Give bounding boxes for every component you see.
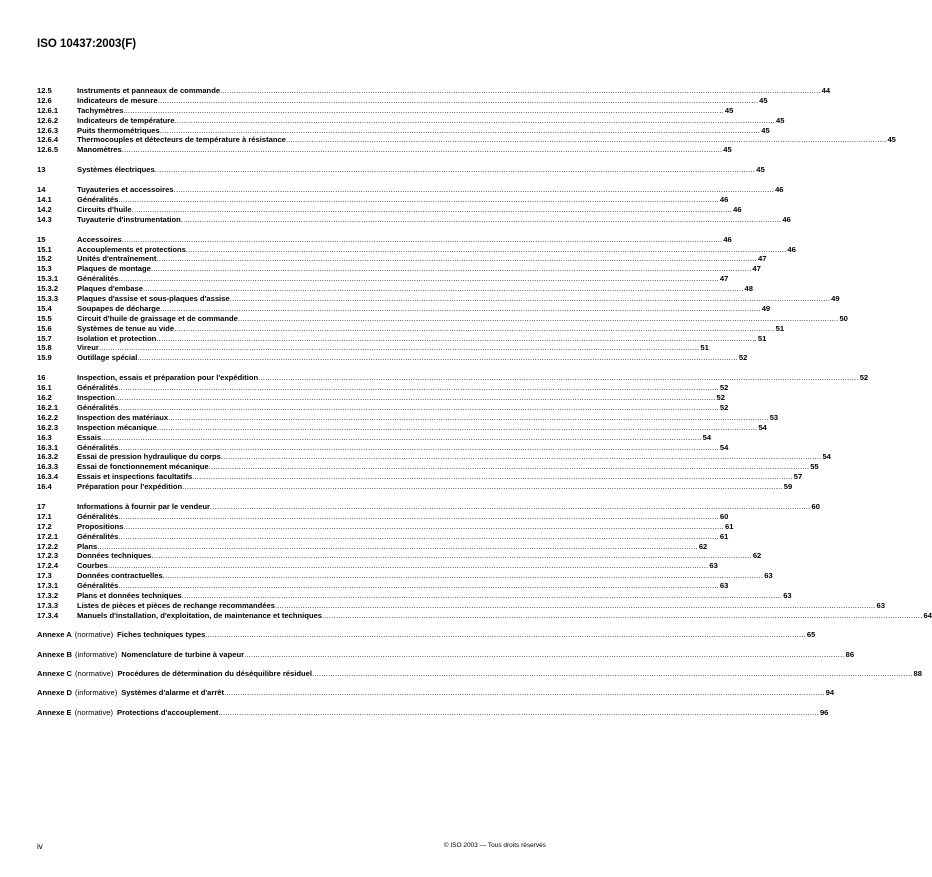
toc-entry-page: 55	[810, 462, 819, 472]
toc-entry[interactable]	[37, 313, 848, 324]
toc-entry[interactable]	[37, 402, 729, 413]
toc-entry-page: 63	[876, 600, 885, 610]
toc-entry[interactable]	[37, 383, 729, 393]
toc-entry-title: Unités d'entraînement	[77, 254, 157, 264]
toc-entry-number: 12.6.1	[37, 105, 59, 115]
toc-entry-title: Généralités	[77, 402, 119, 412]
toc-entry-page: 46	[782, 214, 791, 224]
toc-entry-page: 61	[719, 531, 729, 541]
dot-leader: ....................................................................................................................................................................................................................................................................	[137, 353, 738, 363]
dot-leader: ....................................................................................................................................................................................................................................................................	[131, 204, 733, 214]
toc-entry-number: 17.2.3	[37, 551, 59, 561]
toc-entry-number: 17.3	[37, 571, 52, 581]
toc-entry[interactable]	[37, 590, 792, 601]
toc-entry-page: 45	[776, 115, 785, 125]
dot-leader: ....................................................................................................................................................................................................................................................................	[118, 531, 719, 541]
toc-entry-number: 16.3.4	[37, 472, 59, 482]
annex-label: Annexe B	[37, 649, 73, 659]
dot-leader: ....................................................................................................................................................................................................................................................................	[209, 501, 811, 511]
annex-kind: (informative)	[75, 649, 118, 659]
toc-entry-title: Indicateurs de température	[77, 115, 175, 125]
toc-entry-number: 15.3	[37, 264, 52, 274]
toc-entry-page: 60	[811, 501, 820, 511]
toc-entry[interactable]	[37, 145, 732, 155]
toc-entry-title: Essai de pression hydraulique du corps	[77, 452, 221, 462]
toc-entry-page: 52	[859, 373, 869, 383]
toc-entry[interactable]	[37, 561, 718, 571]
dot-leader: ....................................................................................................................................................................................................................................................................	[285, 135, 887, 145]
dot-leader: ....................................................................................................................................................................................................................................................................	[220, 86, 821, 95]
toc-entry-page: 46	[723, 234, 732, 244]
annex-label: Annexe D	[37, 688, 73, 698]
toc-entry-page: 57	[793, 472, 803, 482]
toc-entry-number: 16.3.3	[37, 462, 59, 472]
dot-leader: ....................................................................................................................................................................................................................................................................	[244, 649, 845, 659]
annex-kind: (informative)	[75, 688, 118, 698]
section-spacer	[37, 363, 546, 373]
annex-label: Annexe E	[37, 707, 72, 717]
toc-entry-page: 54	[822, 452, 831, 462]
toc-entry-title: Plaques d'assise et sous-plaques d'assise	[77, 294, 230, 304]
toc-entry[interactable]	[37, 105, 734, 116]
dot-leader: ....................................................................................................................................................................................................................................................................	[107, 561, 709, 571]
toc-entry-page: 60	[719, 511, 729, 521]
toc-entry-number: 16.2.3	[37, 422, 59, 432]
annex-title: Fiches techniques types	[117, 630, 206, 640]
toc-entry-number: 15.3.1	[37, 274, 59, 284]
annex-title: Procédures de détermination du déséquilibre résiduel	[117, 668, 312, 678]
toc-entry-title: Plans	[77, 541, 98, 551]
toc-entry-title: Propositions	[77, 521, 124, 531]
toc-entry-number: 14.2	[37, 204, 52, 214]
toc-entry[interactable]	[37, 422, 767, 433]
toc-annex-entry[interactable]	[37, 668, 922, 679]
toc-entry-title: Généralités	[77, 383, 119, 393]
toc-entry-title: Inspection, essais et préparation pour l'expédition	[77, 373, 259, 383]
toc-entry[interactable]	[37, 600, 885, 611]
toc-entry-title: Données contractuelles	[77, 571, 163, 581]
toc-entry[interactable]	[37, 264, 761, 274]
toc-entry-title: Préparation pour l'expédition	[77, 482, 183, 492]
toc-entry-title: Généralités	[77, 581, 119, 591]
toc-entry[interactable]	[37, 234, 732, 245]
toc-entry[interactable]	[37, 86, 831, 96]
annex-title: Nomenclature de turbine à vapeur	[121, 649, 245, 659]
toc-entry-number: 17.2.1	[37, 531, 59, 541]
annex-page: 94	[825, 688, 835, 698]
toc-entry-number: 17.2.2	[37, 541, 59, 551]
annex-spacer	[37, 659, 546, 669]
toc-entry-title: Inspection des matériaux	[77, 412, 169, 422]
toc-entry-number: 15.6	[37, 323, 52, 333]
toc-entry-number: 17.2.4	[37, 561, 59, 571]
dot-leader: ....................................................................................................................................................................................................................................................................	[205, 630, 806, 640]
dot-leader: ....................................................................................................................................................................................................................................................................	[180, 214, 782, 224]
toc-entry-title: Tuyauterie d'instrumentation	[77, 214, 181, 224]
toc-annex-entry[interactable]	[37, 649, 855, 660]
toc-entry-page: 50	[839, 313, 848, 323]
dot-leader: ....................................................................................................................................................................................................................................................................	[123, 105, 724, 115]
dot-leader: ....................................................................................................................................................................................................................................................................	[237, 313, 839, 323]
dot-leader: ....................................................................................................................................................................................................................................................................	[181, 590, 783, 600]
toc-entry-page: 52	[719, 402, 729, 412]
toc-entry-title: Accouplements et protections	[77, 244, 186, 254]
dot-leader: ....................................................................................................................................................................................................................................................................	[192, 472, 793, 482]
toc-entry-title: Systèmes électriques	[77, 165, 155, 175]
toc-entry-page: 61	[724, 521, 734, 531]
toc-entry-page: 47	[758, 254, 767, 264]
toc-entry-title: Thermocouples et détecteurs de température à résistance	[77, 135, 286, 145]
toc-entry-number: 16.3.1	[37, 442, 59, 452]
dot-leader: ....................................................................................................................................................................................................................................................................	[154, 165, 756, 175]
toc-entry-number: 16.1	[37, 383, 52, 393]
toc-entry[interactable]	[37, 303, 771, 314]
toc-entry-number: 16.2.1	[37, 402, 59, 412]
toc-entry-title: Puits thermométriques	[77, 125, 160, 135]
toc-entry-number: 12.6.5	[37, 145, 59, 155]
toc-entry-title: Isolation et protection	[77, 333, 157, 343]
toc-entry-title: Circuits d'huile	[77, 204, 132, 214]
toc-entry-page: 54	[702, 432, 712, 442]
toc-entry[interactable]	[37, 195, 729, 205]
toc-entry[interactable]	[37, 412, 779, 423]
dot-leader: ....................................................................................................................................................................................................................................................................	[162, 571, 764, 581]
dot-leader: ....................................................................................................................................................................................................................................................................	[311, 668, 913, 678]
toc-entry-number: 12.6.4	[37, 135, 59, 145]
toc-entry[interactable]	[37, 185, 784, 195]
toc-entry-number: 14.1	[37, 195, 52, 205]
toc-entry-title: Généralités	[77, 274, 119, 284]
toc-entry[interactable]	[37, 125, 770, 136]
dot-leader: ....................................................................................................................................................................................................................................................................	[97, 541, 698, 551]
toc-entry-title: Inspection mécanique	[77, 422, 157, 432]
toc-entry[interactable]	[37, 551, 762, 561]
toc-entry-title: Systèmes de tenue au vide	[77, 323, 175, 333]
dot-leader: ....................................................................................................................................................................................................................................................................	[224, 688, 825, 698]
dot-leader: ....................................................................................................................................................................................................................................................................	[321, 610, 923, 620]
dot-leader: ....................................................................................................................................................................................................................................................................	[185, 244, 787, 254]
annex-title: Systèmes d'alarme et d'arrêt	[121, 688, 225, 698]
dot-leader: ....................................................................................................................................................................................................................................................................	[173, 185, 775, 195]
toc-entry[interactable]	[37, 274, 729, 284]
toc-entry-title: Listes de pièces et pièces de rechange recommandées	[77, 600, 275, 610]
toc-entry[interactable]	[37, 501, 820, 512]
toc-entry-number: 17.3.2	[37, 590, 59, 600]
dot-leader: ....................................................................................................................................................................................................................................................................	[118, 581, 719, 591]
toc-entry-page: 59	[783, 482, 793, 492]
dot-leader: ....................................................................................................................................................................................................................................................................	[114, 393, 716, 403]
dot-leader: ....................................................................................................................................................................................................................................................................	[208, 462, 810, 472]
toc-entry[interactable]	[37, 204, 742, 215]
toc-entry-number: 14.3	[37, 214, 52, 224]
toc-entry[interactable]	[37, 482, 793, 492]
toc-entry-page: 48	[744, 284, 753, 294]
toc-entry-title: Accessoires	[77, 234, 122, 244]
dot-leader: ....................................................................................................................................................................................................................................................................	[174, 115, 776, 125]
toc-entry-page: 54	[758, 422, 767, 432]
toc-entry-number: 12.6.2	[37, 115, 59, 125]
toc-entry-title: Essais et inspections facultatifs	[77, 472, 193, 482]
toc-entry-number: 15.3.3	[37, 294, 59, 304]
toc-entry-number: 17.3.4	[37, 610, 59, 620]
dot-leader: ....................................................................................................................................................................................................................................................................	[157, 95, 759, 105]
dot-leader: ....................................................................................................................................................................................................................................................................	[118, 195, 719, 205]
toc-entry-title: Généralités	[77, 531, 119, 541]
toc-entry-page: 62	[752, 551, 762, 561]
section-spacer	[37, 492, 546, 502]
toc-entry-page: 49	[761, 303, 771, 313]
toc-entry-number: 16.2	[37, 393, 52, 403]
toc-entry-page: 45	[723, 145, 732, 155]
toc-entry[interactable]	[37, 462, 819, 472]
annex-page: 88	[913, 668, 922, 678]
toc-entry-page: 53	[769, 412, 779, 422]
toc-entry-page: 49	[831, 294, 840, 304]
toc-entry-number: 16.3	[37, 432, 52, 442]
toc-entry[interactable]	[37, 452, 831, 462]
dot-leader: ....................................................................................................................................................................................................................................................................	[121, 234, 723, 244]
toc-entry[interactable]	[37, 214, 791, 225]
toc-entry-title: Courbes	[77, 561, 108, 571]
toc-entry-number: 15.2	[37, 254, 52, 264]
dot-leader: ....................................................................................................................................................................................................................................................................	[118, 383, 719, 393]
dot-leader: ....................................................................................................................................................................................................................................................................	[142, 284, 744, 294]
document-header: ISO 10437:2003(F)	[37, 38, 137, 50]
dot-leader: ....................................................................................................................................................................................................................................................................	[218, 707, 819, 717]
dot-leader: ....................................................................................................................................................................................................................................................................	[182, 482, 783, 492]
toc-entry-number: 15.7	[37, 333, 52, 343]
dot-leader: ....................................................................................................................................................................................................................................................................	[258, 373, 859, 383]
toc-entry[interactable]	[37, 333, 767, 344]
toc-entry-title: Généralités	[77, 442, 119, 452]
toc-entry-number: 16.4	[37, 482, 52, 492]
annex-spacer	[37, 640, 546, 650]
toc-entry-title: Essais	[77, 432, 102, 442]
toc-entry-title: Outillage spécial	[77, 353, 138, 363]
dot-leader: ....................................................................................................................................................................................................................................................................	[156, 254, 757, 264]
toc-entry-number: 15	[37, 234, 46, 244]
toc-entry-page: 64	[923, 610, 932, 620]
toc-entry-title: Circuit d'huile de graissage et de commande	[77, 313, 238, 323]
toc-entry-page: 47	[719, 274, 729, 284]
toc-entry-number: 12.6.3	[37, 125, 59, 135]
toc-entry[interactable]	[37, 244, 796, 255]
toc-entry[interactable]	[37, 135, 896, 145]
toc-entry-number: 12.5	[37, 86, 52, 95]
toc-entry-title: Plaques d'embase	[77, 284, 143, 294]
toc-entry-title: Manomètres	[77, 145, 122, 155]
toc-entry[interactable]	[37, 521, 734, 532]
toc-entry-number: 15.3.2	[37, 284, 59, 294]
toc-entry-title: Données techniques	[77, 551, 152, 561]
toc-entry[interactable]	[37, 284, 753, 294]
toc-entry-title: Inspection	[77, 393, 115, 403]
dot-leader: ....................................................................................................................................................................................................................................................................	[160, 303, 761, 313]
toc-entry-title: Essai de fonctionnement mécanique	[77, 462, 209, 472]
table-of-contents	[37, 86, 932, 718]
toc-entry-number: 16.3.2	[37, 452, 59, 462]
toc-entry-page: 45	[761, 125, 770, 135]
toc-entry-title: Tachymètres	[77, 105, 124, 115]
dot-leader: ....................................................................................................................................................................................................................................................................	[220, 452, 822, 462]
annex-kind: (normative)	[74, 630, 114, 640]
toc-entry[interactable]	[37, 373, 869, 383]
dot-leader: ....................................................................................................................................................................................................................................................................	[168, 412, 769, 422]
toc-entry-number: 17.3.1	[37, 581, 59, 591]
annex-label: Annexe C	[37, 668, 73, 678]
toc-entry-title: Instruments et panneaux de commande	[77, 86, 221, 95]
toc-entry[interactable]	[37, 442, 729, 453]
toc-entry[interactable]	[37, 294, 840, 304]
toc-entry-title: Plans et données techniques	[77, 590, 182, 600]
toc-entry-page: 63	[783, 590, 792, 600]
toc-entry-title: Vireur	[77, 343, 99, 353]
annex-page: 86	[845, 649, 855, 659]
toc-entry-title: Indicateurs de mesure	[77, 95, 158, 105]
dot-leader: ....................................................................................................................................................................................................................................................................	[159, 125, 761, 135]
toc-entry-page: 47	[752, 264, 761, 274]
annex-page: 96	[819, 707, 829, 717]
annex-label: Annexe A	[37, 630, 72, 640]
dot-leader: ....................................................................................................................................................................................................................................................................	[123, 521, 724, 531]
toc-entry-title: Généralités	[77, 511, 119, 521]
toc-entry-page: 52	[738, 353, 748, 363]
toc-entry[interactable]	[37, 165, 765, 175]
toc-entry-page: 45	[759, 95, 768, 105]
toc-entry[interactable]	[37, 393, 725, 403]
toc-entry-title: Soupapes de décharge	[77, 303, 161, 313]
toc-annex-entry[interactable]	[37, 630, 816, 640]
toc-entry[interactable]	[37, 472, 803, 482]
toc-entry-page: 46	[787, 244, 796, 254]
dot-leader: ....................................................................................................................................................................................................................................................................	[118, 442, 719, 452]
toc-entry[interactable]	[37, 343, 709, 353]
toc-entry-number: 14	[37, 185, 46, 195]
toc-entry-page: 46	[719, 195, 729, 205]
toc-entry-page: 63	[719, 581, 729, 591]
section-spacer	[37, 155, 546, 165]
dot-leader: ....................................................................................................................................................................................................................................................................	[151, 551, 752, 561]
toc-entry-page: 45	[756, 165, 765, 175]
dot-leader: ....................................................................................................................................................................................................................................................................	[174, 323, 775, 333]
annex-spacer	[37, 679, 546, 689]
toc-entry-title: Tuyauteries et accessoires	[77, 185, 174, 195]
toc-entry-title: Manuels d'installation, d'exploitation, de maintenance et techniques	[77, 610, 322, 620]
annex-spacer	[37, 621, 546, 631]
dot-leader: ....................................................................................................................................................................................................................................................................	[121, 145, 723, 155]
section-spacer	[37, 175, 546, 185]
annex-title: Protections d'accouplement	[117, 707, 219, 717]
toc-entry-page: 44	[821, 86, 831, 95]
copyright-notice: © ISO 2003 — Tous droits réservés	[443, 842, 546, 849]
toc-entry-number: 15.4	[37, 303, 52, 313]
toc-entry[interactable]	[37, 323, 785, 334]
toc-entry[interactable]	[37, 353, 748, 363]
dot-leader: ....................................................................................................................................................................................................................................................................	[118, 511, 719, 521]
toc-entry-page: 51	[775, 323, 785, 333]
toc-entry-number: 13	[37, 165, 46, 175]
toc-entry-page: 51	[757, 333, 767, 343]
toc-entry-number: 17.1	[37, 511, 52, 521]
dot-leader: ....................................................................................................................................................................................................................................................................	[274, 600, 876, 610]
dot-leader: ....................................................................................................................................................................................................................................................................	[118, 402, 719, 412]
dot-leader: ....................................................................................................................................................................................................................................................................	[156, 422, 758, 432]
toc-entry-page: 45	[887, 135, 896, 145]
toc-entry[interactable]	[37, 254, 767, 264]
toc-entry[interactable]	[37, 571, 773, 581]
toc-entry-page: 62	[698, 541, 708, 551]
toc-entry-number: 15.9	[37, 353, 52, 363]
toc-entry[interactable]	[37, 541, 708, 552]
annex-page: 65	[806, 630, 816, 640]
toc-entry-title: Généralités	[77, 195, 119, 205]
toc-entry-number: 15.5	[37, 313, 52, 323]
toc-entry-page: 52	[719, 383, 729, 393]
toc-entry[interactable]	[37, 531, 729, 542]
toc-entry-page: 52	[716, 393, 725, 403]
toc-annex-entry[interactable]	[37, 688, 835, 698]
toc-entry[interactable]	[37, 95, 768, 106]
annex-kind: (normative)	[75, 668, 114, 678]
dot-leader: ....................................................................................................................................................................................................................................................................	[101, 432, 702, 442]
toc-entry-page: 63	[709, 561, 718, 571]
dot-leader: ....................................................................................................................................................................................................................................................................	[98, 343, 700, 353]
toc-entry[interactable]	[37, 115, 785, 126]
toc-entry-number: 16.2.2	[37, 412, 59, 422]
toc-entry-title: Informations à fournir par le vendeur	[77, 501, 210, 511]
toc-entry[interactable]	[37, 581, 729, 591]
toc-entry-page: 45	[724, 105, 734, 115]
toc-entry[interactable]	[37, 511, 729, 522]
toc-entry-number: 17.3.3	[37, 600, 59, 610]
toc-entry-title: Plaques de montage	[77, 264, 151, 274]
toc-entry-page: 54	[719, 442, 729, 452]
page-number: iv	[37, 842, 43, 851]
dot-leader: ....................................................................................................................................................................................................................................................................	[156, 333, 757, 343]
dot-leader: ....................................................................................................................................................................................................................................................................	[150, 264, 752, 274]
toc-entry[interactable]	[37, 432, 712, 443]
toc-entry-page: 63	[764, 571, 773, 581]
toc-entry-number: 17	[37, 501, 46, 511]
dot-leader: ....................................................................................................................................................................................................................................................................	[118, 274, 719, 284]
toc-entry-page: 51	[700, 343, 709, 353]
toc-entry-number: 15.8	[37, 343, 52, 353]
toc-entry-number: 12.6	[37, 95, 52, 105]
toc-entry-number: 16	[37, 373, 46, 383]
annex-spacer	[37, 698, 546, 708]
section-spacer	[37, 225, 546, 235]
annex-kind: (normative)	[74, 707, 114, 717]
toc-entry-page: 46	[733, 204, 742, 214]
toc-entry-number: 17.2	[37, 521, 52, 531]
toc-entry-number: 15.1	[37, 244, 52, 254]
dot-leader: ....................................................................................................................................................................................................................................................................	[229, 294, 831, 304]
toc-entry[interactable]	[37, 610, 932, 621]
toc-annex-entry[interactable]	[37, 707, 829, 718]
toc-entry-page: 46	[775, 185, 784, 195]
